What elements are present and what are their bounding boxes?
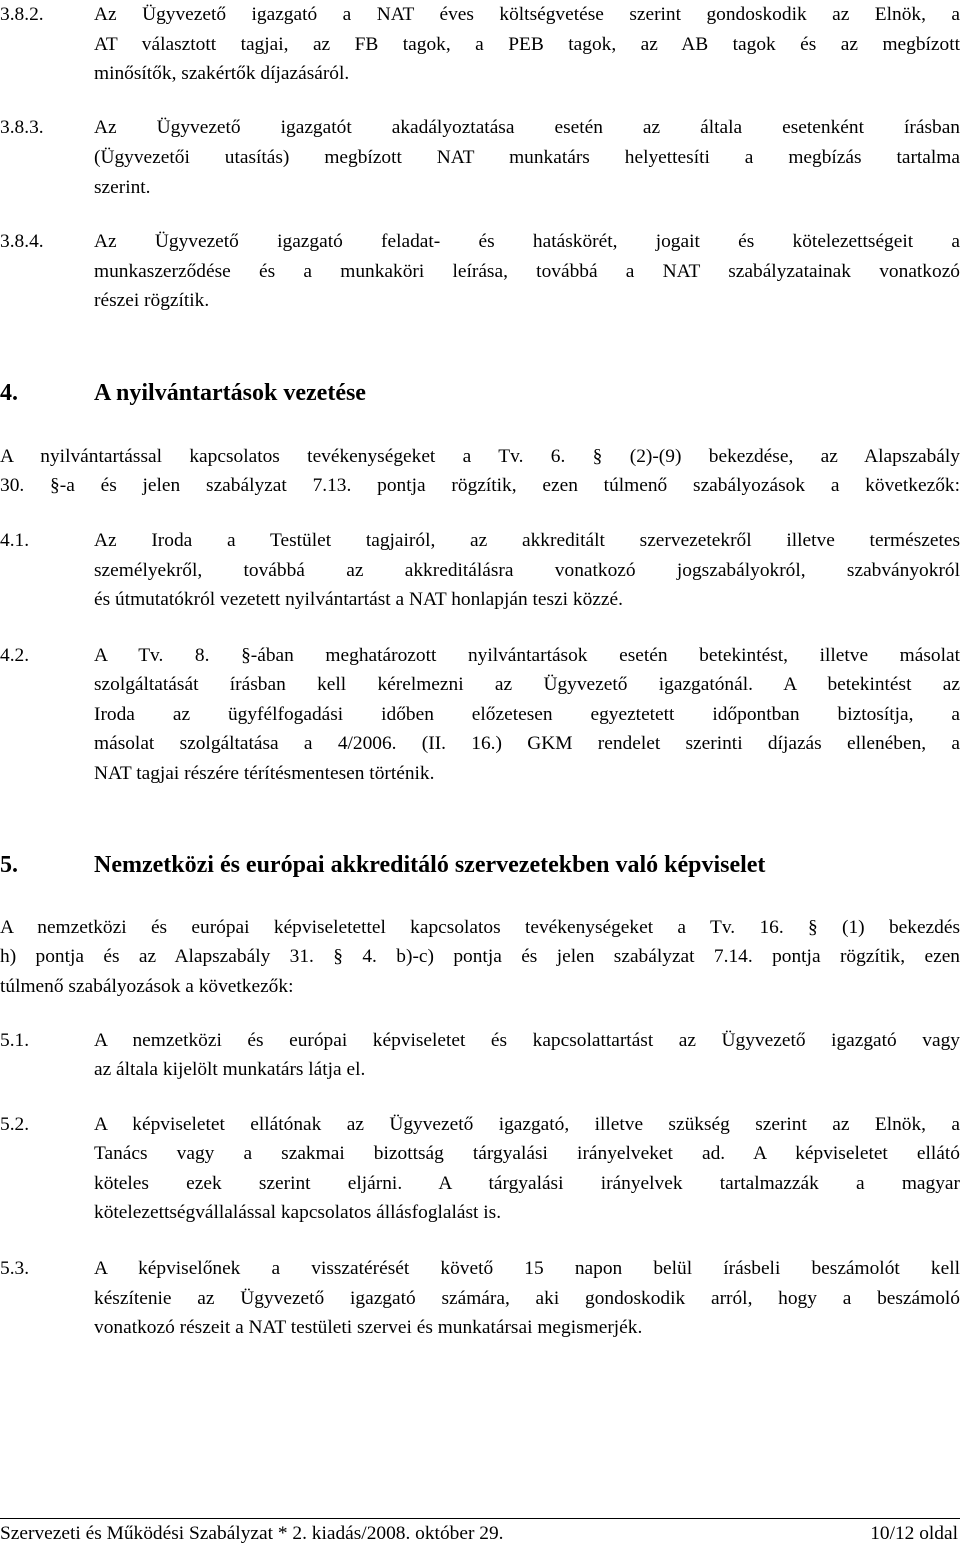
paragraph-line: másolat szolgáltatása a 4/2006. (II. 16.) GKM rendelet szerinti díjazás ellenében, a: [94, 733, 960, 754]
footer-rule: [0, 1518, 960, 1519]
paragraph-line: szerint.: [94, 177, 151, 198]
paragraph-line: részei rögzítik.: [94, 290, 210, 311]
section-number: 3.8.4.: [0, 231, 44, 252]
paragraph-line: A képviseletet ellátónak az Ügyvezető igazgató, illetve szükség szerint az Elnök, a: [94, 1114, 960, 1135]
paragraph-line: készítenie az Ügyvezető igazgató számára, aki gondoskodik arról, hogy a beszámoló: [94, 1288, 960, 1309]
section-number: 5.2.: [0, 1114, 30, 1135]
paragraph-line: h) pontja és az Alapszabály 31. § 4. b)-c) pontja és jelen szabályzat 7.14. pontja rögzítik, ezen: [0, 946, 960, 967]
paragraph-line: az általa kijelölt munkatárs látja el.: [94, 1059, 366, 1080]
section-number: 4.2.: [0, 645, 30, 666]
paragraph-line: (Ügyvezetői utasítás) megbízott NAT munkatárs helyettesíti a megbízás tartalma: [94, 147, 960, 168]
paragraph-line: Az Ügyvezető igazgató feladat- és hatáskörét, jogait és kötelezettségeit a: [94, 231, 960, 252]
footer-page-number: 10/12 oldal: [870, 1523, 958, 1544]
paragraph-line: minősítők, szakértők díjazásáról.: [94, 63, 350, 84]
paragraph-line: A nemzetközi és európai képviseletettel kapcsolatos tevékenységeket a Tv. 16. § (1) bekezdés: [0, 917, 960, 938]
paragraph-line: A Tv. 8. §-ában meghatározott nyilvántartások esetén betekintést, illetve másolat: [94, 645, 960, 666]
paragraph-line: munkaszerződése és a munkaköri leírása, továbbá a NAT szabályzatainak vonatkozó: [94, 261, 960, 282]
paragraph-line: köteles ezek szerint eljárni. A tárgyalási irányelvek tartalmazzák a magyar: [94, 1173, 960, 1194]
paragraph-line: AT választott tagjai, az FB tagok, a PEB tagok, az AB tagok és az megbízott: [94, 34, 960, 55]
paragraph-line: Az Ügyvezető igazgatót akadályoztatása esetén az általa esetenként írásban: [94, 117, 960, 138]
paragraph-line: NAT tagjai részére térítésmentesen történik.: [94, 763, 435, 784]
section-number: 5.1.: [0, 1030, 30, 1051]
paragraph-line: kötelezettségvállalással kapcsolatos állásfoglalást is.: [94, 1202, 502, 1223]
paragraph-line: Az Iroda a Testület tagjairól, az akkreditált szervezetekről illetve természetes: [94, 530, 960, 551]
heading-title: Nemzetközi és európai akkreditáló szervezetekben való képviselet: [94, 852, 766, 878]
paragraph-line: A képviselőnek a visszatérését követő 15 napon belül írásbeli beszámolót kell: [94, 1258, 960, 1279]
footer-document-title: Szervezeti és Működési Szabályzat * 2. kiadás/2008. október 29.: [0, 1523, 504, 1544]
paragraph-line: Az Ügyvezető igazgató a NAT éves költségvetése szerint gondoskodik az Elnök, a: [94, 4, 960, 25]
paragraph-line: személyekről, továbbá az akkreditálásra vonatkozó jogszabályokról, szabványokról: [94, 560, 960, 581]
section-number: 4.1.: [0, 530, 30, 551]
paragraph-line: A nyilvántartással kapcsolatos tevékenységeket a Tv. 6. § (2)-(9) bekezdése, az Alapszabály: [0, 446, 960, 467]
heading-number: 4.: [0, 380, 18, 406]
paragraph-line: 30. §-a és jelen szabályzat 7.13. pontja rögzítik, ezen túlmenő szabályozások a következők:: [0, 475, 960, 496]
paragraph-line: és útmutatókról vezetett nyilvántartást a NAT honlapján teszi közzé.: [94, 589, 623, 610]
heading-title: A nyilvántartások vezetése: [94, 380, 366, 406]
section-number: 3.8.2.: [0, 4, 44, 25]
paragraph-line: Iroda az ügyfélfogadási időben előzetesen egyeztetett időpontban biztosítja, a: [94, 704, 960, 725]
paragraph-line: vonatkozó részeit a NAT testületi szervei és munkatársai megismerjék.: [94, 1317, 643, 1338]
section-number: 5.3.: [0, 1258, 30, 1279]
heading-number: 5.: [0, 852, 18, 878]
paragraph-line: szolgáltatását írásban kell kérelmezni az Ügyvezető igazgatónál. A betekintést az: [94, 674, 960, 695]
paragraph-line: Tanács vagy a szakmai bizottság tárgyalási irányelveket ad. A képviseletet ellátó: [94, 1143, 960, 1164]
section-number: 3.8.3.: [0, 117, 44, 138]
paragraph-line: A nemzetközi és európai képviseletet és kapcsolattartást az Ügyvezető igazgató vagy: [94, 1030, 960, 1051]
paragraph-line: túlmenő szabályozások a következők:: [0, 976, 294, 997]
